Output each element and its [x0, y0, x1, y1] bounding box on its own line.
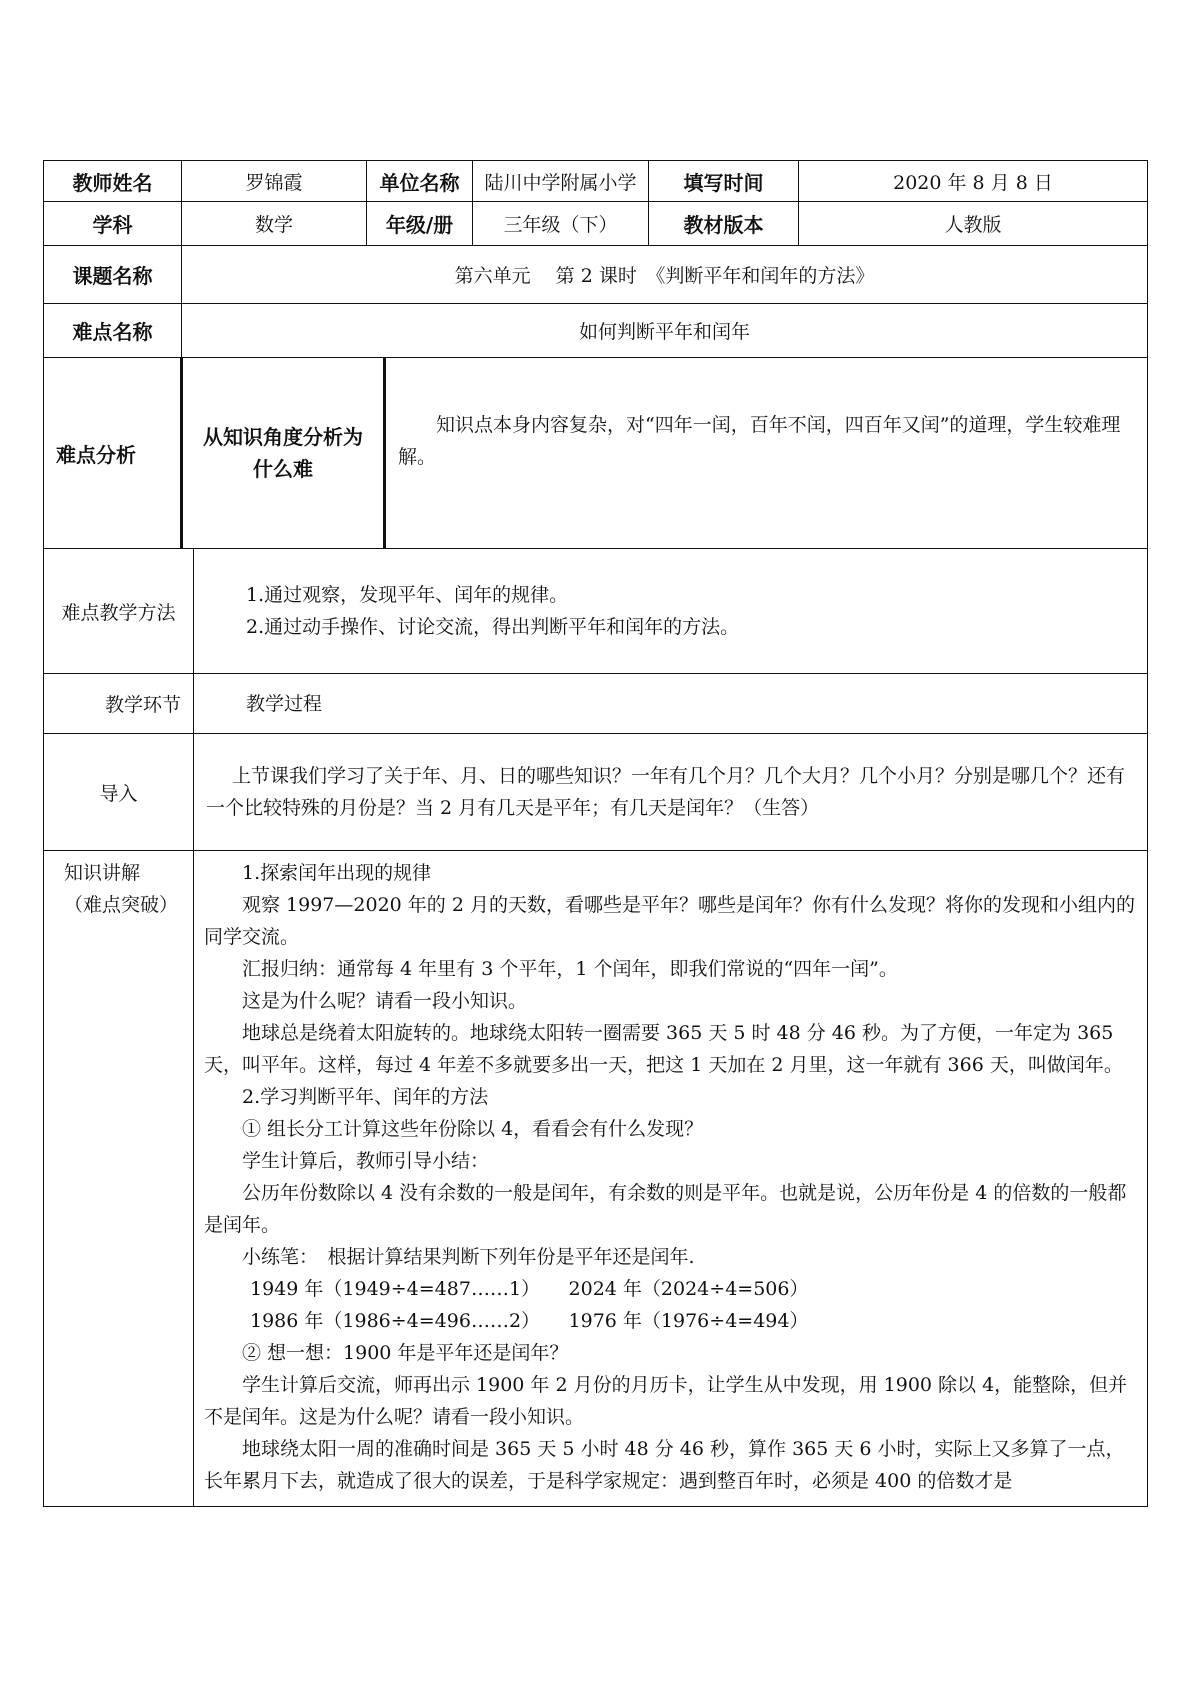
knowledge-p5: 地球总是绕着太阳旋转的。地球绕太阳转一圈需要 365 天 5 时 48 分 46 秒。为了方便，一年定为 365 天，叫平年。这样，每过 4 年差不多就要多出一天，把这 1 天加在 2 月里，这一年就有 366 天，叫做闰年。: [204, 1022, 1123, 1076]
analysis-label: 难点分析: [44, 358, 182, 549]
process-header-value: 教学过程: [246, 692, 323, 715]
grade-value: 三年级（下）: [473, 202, 649, 246]
knowledge-p8: 学生计算后，教师引导小结：: [242, 1150, 490, 1172]
knowledge-p9: 公历年份数除以 4 没有余数的一般是闰年，有余数的则是平年。也就是说，公历年份是 4 的倍数的一般都是闰年。: [204, 1182, 1127, 1236]
topic-table: [43, 245, 1148, 549]
intro-label: 导入: [44, 734, 194, 851]
process-table: [43, 548, 1148, 1507]
knowledge-content-cell: [194, 851, 1148, 1507]
method-line-1: 1.通过观察，发现平年、闰年的规律。: [246, 584, 569, 606]
grade-label: 年级/册: [367, 202, 473, 246]
method-label: 难点教学方法: [44, 549, 194, 674]
knowledge-p10: 小练笔： 根据计算结果判断下列年份是平年还是闰年.: [242, 1246, 695, 1268]
unit-name-value: 陆川中学附属小学: [473, 161, 649, 202]
difficulty-value: 如何判断平年和闰年: [182, 304, 1148, 358]
knowledge-p3: 汇报归纳：通常每 4 年里有 3 个平年，1 个闰年，即我们常说的“四年一闰”。: [242, 958, 898, 980]
difficulty-label: 难点名称: [44, 304, 182, 358]
teacher-name-label: 教师姓名: [44, 161, 182, 202]
intro-cell: [194, 734, 1148, 851]
date-label: 填写时间: [649, 161, 799, 202]
knowledge-p6: 2.学习判断平年、闰年的方法: [242, 1086, 489, 1108]
knowledge-year-line-2: 1986 年（1986÷4=496……2） 1976 年（1976÷4=494）: [250, 1310, 809, 1332]
method-line-2: 2.通过动手操作、讨论交流，得出判断平年和闰年的方法。: [246, 616, 740, 638]
knowledge-label-line-2: （难点突破）: [64, 894, 179, 916]
process-header-label: 教学环节: [44, 674, 194, 734]
method-cell: [194, 549, 1148, 674]
knowledge-p12: 学生计算后交流，师再出示 1900 年 2 月份的月历卡，让学生从中发现，用 1900 除以 4，能整除，但并不是闰年。这是为什么呢？请看一段小知识。: [204, 1374, 1128, 1428]
teacher-name-value: 罗锦霞: [182, 161, 367, 202]
knowledge-p2: 观察 1997—2020 年的 2 月的天数，看哪些是平年？哪些是闰年？你有什么发现？将你的发现和小组内的同学交流。: [204, 894, 1135, 948]
knowledge-p7: ① 组长分工计算这些年份除以 4，看看会有什么发现？: [242, 1118, 704, 1140]
edition-value: 人教版: [799, 202, 1148, 246]
analysis-sub-label: 从知识角度分析为什么难: [182, 358, 385, 549]
date-value: 2020 年 8 月 8 日: [799, 161, 1148, 202]
knowledge-p1: 1.探索闰年出现的规律: [242, 862, 432, 884]
intro-text: 上节课我们学习了关于年、月、日的哪些知识？一年有几个月？几个大月？几个小月？分别是哪几个？还有一个比较特殊的月份是？当 2 月有几天是平年；有几天是闰年？（生答）: [206, 765, 1126, 819]
knowledge-label-cell: [44, 851, 194, 1507]
knowledge-year-line-1: 1949 年（1949÷4=487……1） 2024 年（2024÷4=506）: [250, 1278, 809, 1300]
topic-value: 第六单元 第 2 课时 《判断平年和闰年的方法》: [182, 246, 1148, 304]
analysis-text: 知识点本身内容复杂，对“四年一闰，百年不闰，四百年又闰”的道理，学生较难理解。: [398, 414, 1121, 468]
subject-label: 学科: [44, 202, 182, 246]
knowledge-p13: 地球绕太阳一周的准确时间是 365 天 5 小时 48 分 46 秒，算作 365 天 6 小时，实际上又多算了一点，长年累月下去，就造成了很大的误差，于是科学家规定：遇到整百年时，必须是 400 的倍数才是: [204, 1438, 1125, 1492]
knowledge-label-line-1: 知识讲解: [64, 862, 141, 884]
knowledge-p4: 这是为什么呢？请看一段小知识。: [242, 990, 528, 1012]
header-table: [43, 160, 1148, 246]
knowledge-p11: ② 想一想：1900 年是平年还是闰年？: [242, 1342, 569, 1364]
process-header-cell: [194, 674, 1148, 734]
subject-value: 数学: [182, 202, 367, 246]
unit-name-label: 单位名称: [367, 161, 473, 202]
analysis-text-cell: [385, 358, 1148, 549]
topic-label: 课题名称: [44, 246, 182, 304]
edition-label: 教材版本: [649, 202, 799, 246]
